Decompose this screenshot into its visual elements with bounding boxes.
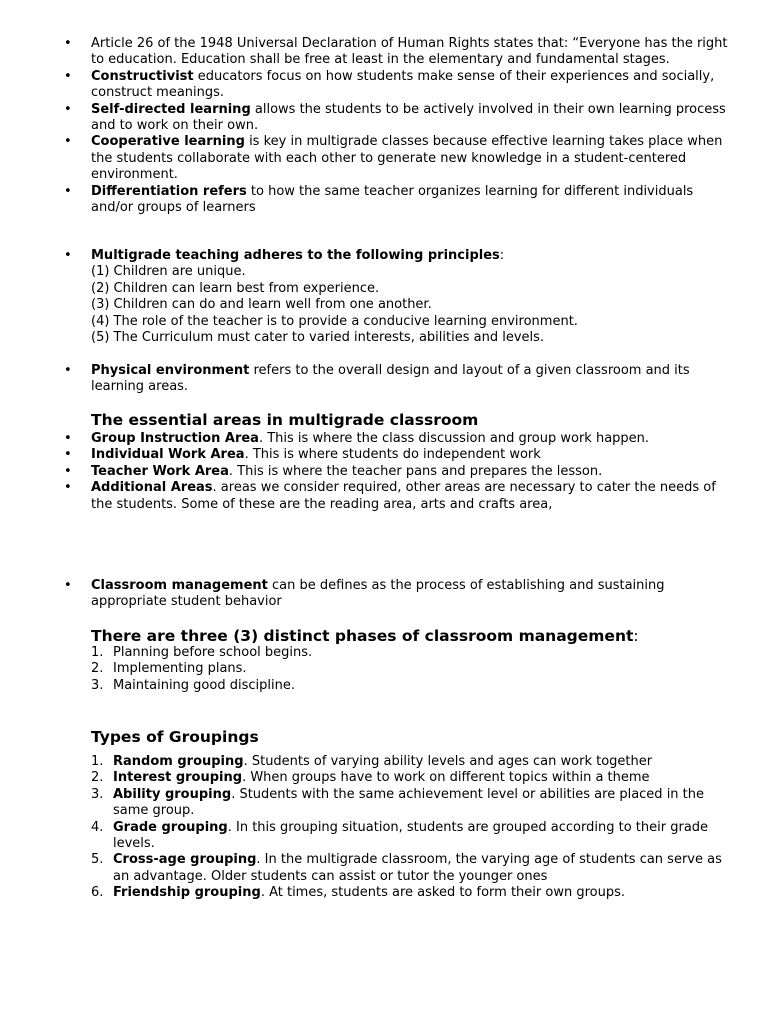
bullet-icon: •: [64, 431, 72, 446]
list-item: [0, 184, 731, 217]
item-number: 2.: [91, 661, 104, 677]
term: Self-directed learning: [91, 101, 251, 117]
description: is key in multigrade classes because effective learning takes place when the students collaborate with each other to generate new knowledge in a student-centered environment.: [91, 134, 723, 183]
essential-areas-list: [0, 431, 731, 513]
bullet-icon: •: [64, 480, 72, 496]
description: . In the multigrade classroom, the varying age of students can serve as an advantage. Older students can assist or tutor the younger ones: [113, 852, 722, 884]
term: Additional Areas: [91, 480, 213, 496]
list-item: [0, 852, 723, 885]
bullet-icon: •: [64, 248, 72, 263]
item-number: 2.: [91, 770, 104, 786]
description: Article 26 of the 1948 Universal Declaration of Human Rights states that: “Everyone has the right to education. Education shall be free at least in the elementary and fundamental stages.: [91, 36, 728, 68]
list-item: [0, 431, 731, 447]
list-item: [0, 363, 731, 396]
term: Multigrade teaching adheres to the following principles: [91, 248, 500, 263]
term: Teacher Work Area: [91, 463, 229, 479]
list-item: [0, 447, 731, 463]
description: . areas we consider required, other areas are necessary to cater the needs of the students. Some of these are the reading area, arts and crafts area,: [91, 480, 716, 512]
description: . At times, students are asked to form their own groups.: [260, 885, 625, 901]
description: . This is where students do independent work: [244, 447, 541, 463]
list-item: [0, 248, 731, 346]
principle-item: (4) The role of the teacher is to provide a conducive learning environment.: [91, 313, 578, 329]
description: . This is where the class discussion and group work happen.: [258, 431, 650, 446]
item-number: 3.: [91, 677, 104, 693]
bullet-icon: •: [64, 68, 72, 84]
list-item: [0, 820, 723, 853]
description: . Students of varying ability levels and ages can work together: [243, 754, 653, 769]
item-number: 5.: [91, 852, 104, 868]
principle-item: (1) Children are unique.: [91, 264, 246, 280]
term: Constructivist: [91, 68, 194, 84]
bullet-icon: •: [64, 463, 72, 479]
section-heading-groupings: Types of Groupings: [91, 728, 259, 746]
term: Ability grouping: [113, 786, 232, 802]
item-number: 3.: [91, 786, 104, 802]
description: educators focus on how students make sense of their experiences and socially, construct meanings.: [91, 68, 715, 101]
principle-item: (5) The Curriculum must cater to varied interests, abilities and levels.: [91, 330, 545, 346]
phases-list: [0, 645, 723, 694]
list-item: [0, 69, 731, 102]
colon: :: [633, 627, 639, 645]
list-item: [0, 787, 723, 820]
list-item: [0, 885, 723, 901]
bullet-icon: •: [64, 101, 72, 117]
principle-item: (2) Children can learn best from experience.: [91, 280, 380, 296]
term: Individual Work Area: [91, 447, 245, 463]
bullet-icon: •: [64, 363, 72, 378]
bullet-icon: •: [64, 447, 72, 463]
term: Friendship grouping: [113, 885, 261, 901]
term: Physical environment: [91, 363, 250, 378]
physical-environment-list: [0, 363, 731, 396]
list-item: [0, 645, 723, 661]
list-item: [0, 102, 731, 135]
description: . Students with the same achievement level or abilities are placed in the same group.: [113, 786, 705, 819]
list-item: [0, 770, 723, 786]
description: Planning before school begins.: [113, 645, 313, 660]
list-item: [0, 678, 723, 694]
colon: :: [499, 248, 505, 263]
bullet-icon: •: [64, 183, 72, 199]
description: to how the same teacher organizes learning for different individuals and/or groups of learners: [91, 183, 694, 216]
intro-bullet-list: [0, 36, 731, 216]
classroom-management-list: [0, 578, 731, 611]
list-item: [0, 134, 731, 183]
item-number: 4.: [91, 819, 104, 835]
principles-list: [0, 248, 731, 346]
term: Differentiation refers: [91, 183, 247, 199]
section-heading-phases: [0, 627, 639, 645]
bullet-icon: •: [64, 36, 72, 51]
description: . In this grouping situation, students are grouped according to their grade levels.: [113, 819, 709, 852]
description: can be defines as the process of establishing and sustaining appropriate student behavior: [91, 578, 665, 610]
list-item: [0, 36, 731, 69]
term: Random grouping: [113, 754, 244, 769]
term: Cross-age grouping: [113, 852, 257, 868]
principle-item: (3) Children can do and learn well from one another.: [91, 297, 432, 313]
description: . When groups have to work on different topics within a theme: [242, 770, 650, 786]
bullet-icon: •: [64, 134, 72, 150]
bullet-icon: •: [64, 578, 72, 593]
section-heading-essential-areas: The essential areas in multigrade classroom: [91, 411, 479, 429]
term: Cooperative learning: [91, 134, 245, 150]
item-number: 1.: [91, 754, 104, 769]
list-item: [0, 578, 731, 611]
description: Maintaining good discipline.: [113, 677, 295, 693]
term: Classroom management: [91, 578, 268, 593]
term: Grade grouping: [113, 819, 228, 835]
item-number: 6.: [91, 885, 104, 901]
description: Implementing plans.: [113, 661, 247, 677]
list-item: [0, 480, 731, 513]
groupings-list: [0, 754, 723, 902]
item-number: 1.: [91, 645, 104, 660]
description: . This is where the teacher pans and prepares the lesson.: [228, 463, 603, 479]
heading-text: There are three (3) distinct phases of classroom management: [91, 627, 634, 645]
description: allows the students to be actively involved in their own learning process and to work on their own.: [91, 101, 726, 134]
list-item: [0, 464, 731, 480]
term: Interest grouping: [113, 770, 243, 786]
list-item: [0, 661, 723, 677]
term: Group Instruction Area: [91, 431, 259, 446]
list-item: [0, 754, 723, 770]
description: refers to the overall design and layout of a given classroom and its learning areas.: [91, 363, 690, 395]
